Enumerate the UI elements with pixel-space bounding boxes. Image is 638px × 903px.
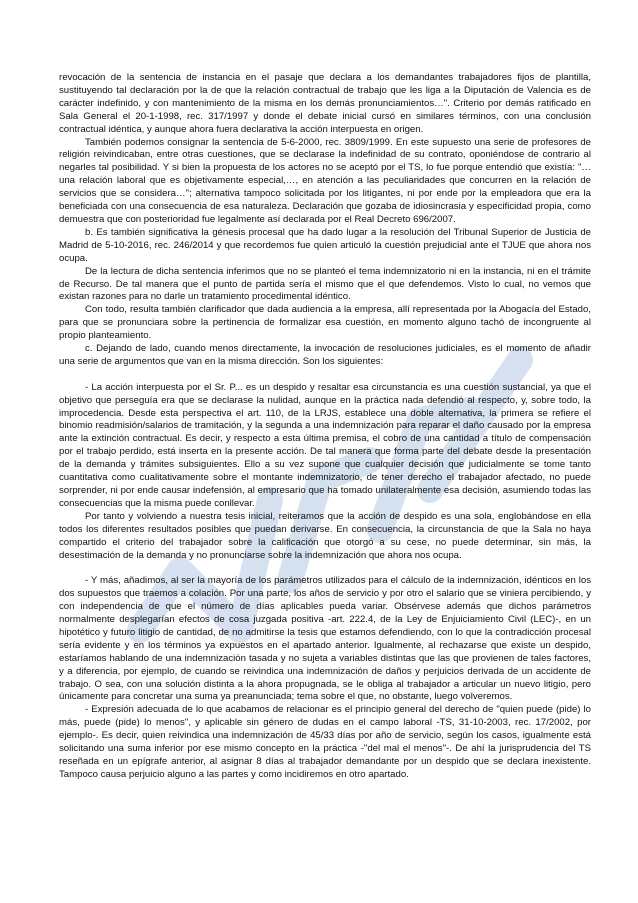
paragraph-10: - Expresión adecuada de lo que acabamos de relacionar es el principio general del derecho de "quien puede (pide) lo más, puede (pide) lo menos", y aplicable sin género de dudas en el campo laboral -TS, 31-10-2003, rec. 17/2002, por ejemplo-. Es decir, quien reivindica una indemnización de 45/33 días por año de servicio, según los casos, igualmente está solicitando una suma inferior por ese mismo concepto en la práctica -"del mal el menos"-. De ahí la jurisprudencia del TS reseñada en un epígrafe anterior, al asignar 8 días al trabajador demandante por un despido que se declara inexistente. Tampoco causa perjuicio alguno a las partes y como incidiremos en otro apartado.: [59, 704, 591, 780]
paragraph-8: Por tanto y volviendo a nuestra tesis inicial, reiteramos que la acción de despido es una sola, englobándose en ella todos los diferentes resultados posibles que puedan derivarse. En consecuencia, la circunstancia de que la Sala no haya compartido el criterio del trabajador sobre la calificación que otorgó a su cese, no puede determinar, sin más, la desestimación de la demanda y no pronunciarse sobre la indemnización que ahora nos ocupa.: [59, 510, 591, 561]
paragraph-3: b. Es también significativa la génesis procesal que ha dado lugar a la resolución del Tribunal Superior de Justicia de Madrid de 5-10-2016, rec. 246/2014 y que recordemos fue quien articuló la cuestión prejudicial ante el TJUE que ahora nos ocupa.: [59, 226, 591, 264]
paragraph-7: - La acción interpuesta por el Sr. P... es un despido y resaltar esa circunstancia es una cuestión sustancial, ya que el objetivo que perseguía era que se declarase la nulidad, aunque en la práctica nada defendió al respecto, y, sobre todo, la improcedencia. Desde esta perspectiva el art. 110, de la LRJS, establece una doble alternativa, la primera se refiere el binomio readmisión/salarios de tramitación, y la segunda a una indemnización para reparar el daño causado por la empresa ante la extinción contractual. Es decir, y respecto a esta última premisa, el cobro de una cantidad a título de compensación por el trabajo perdido, está inserta en la presente acción. De tal manera que forma parte del debate desde la presentación de la demanda y trámites subsiguientes. Ello a su vez supone que cualquier decisión que judicialmente se tome tanto cuantitativa como cualitativamente sobre el montante indemnizatorio, de tener derecho el trabajador afectado, no puede sorprender, ni por ende causar indefensión, al empresario que ha tomado unilateralmente esa decisión, asumiendo todas las consecuencias que la misma puede conllevar.: [59, 381, 591, 509]
paragraph-2: También podemos consignar la sentencia de 5-6-2000, rec. 3809/1999. En este supuesto una serie de profesores de religión reivindicaban, entre otras cuestiones, que se declarase la indefinidad de su contrato, oponiéndose de contrario al negarles tal posibilidad. Y si bien la propuesta de los actores no se aceptó por el TS, lo fue porque entendió que existía: "…una relación laboral que es objetivamente especial,…, en atención a las peculiaridades que concurren en la relación de servicios que se considera…"; alternativa tampoco solicitada por los litigantes, ni por ende por la empleadora que era la beneficiada con una consecuencia de esa naturaleza. Declaración que gozaba de idiosincrasia y especificidad propia, como demuestra que con posterioridad fue legalmente así declarada por el Real Decreto 696/2007.: [59, 136, 591, 225]
paragraph-1: revocación de la sentencia de instancia en el pasaje que declara a los demandantes trabajadores fijos de plantilla, sustituyendo tal declaración por la de que la relación contractual de trabajo que les liga a la Diputación de Valencia es de carácter indefinido, y con mantenimiento de la misma en los demás pronunciamientos…". Criterio por demás ratificado en Sala General el 20-1-1998, rec. 317/1997 y donde el debate inicial cursó en similares términos, con una conclusión contractual idéntica, y aunque ahora fuera declarativa la acción interpuesta en origen.: [59, 72, 591, 135]
document-body: [59, 72, 591, 782]
paragraph-9: - Y más, añadimos, al ser la mayoría de los parámetros utilizados para el cálculo de la indemnización, idénticos en los dos supuestos que traemos a colación. Por una parte, los años de servicio y por otro el salario que se viniera percibiendo, y con independencia de que el número de días aplicables pueda variar. Obsérvese además que dichos parámetros normalmente desplegarían efectos de cosa juzgada positiva -art. 222.4, de la Ley de Enjuiciamiento Civil (LEC)-, en un hipotético y futuro litigio de cantidad, de no admitirse la tesis que estamos defendiendo, con lo que la contradicción procesal sería evidente y en los términos ya expuestos en el apartado anterior. Igualmente, al rechazarse que existe un despido, estaríamos hablando de una indemnización tasada y no sujeta a variables distintas que las que provienen de tales factores, y a diferencia, por ejemplo, de cuando se reivindica una indemnización de daños y perjuicios derivada de un accidente de trabajo. O sea, con una solución distinta a la ahora propugnada, se le obliga al trabajador a articular un nuevo litigio, pero únicamente para concretar una suma ya preanunciada; tema sobre el que, no obstante, luego volveremos.: [59, 575, 591, 703]
paragraph-4: De la lectura de dicha sentencia inferimos que no se planteó el tema indemnizatorio ni en la instancia, ni en el trámite de Recurso. De tal manera que el punto de partida sería el mismo que el que defendemos. Visto lo cual, no vemos que existan razones para no darle un tratamiento procedimental idéntico.: [59, 265, 591, 303]
paragraph-6: c. Dejando de lado, cuando menos directamente, la invocación de resoluciones judiciales, es el momento de añadir una serie de argumentos que van en la misma dirección. Son los siguientes:: [59, 343, 591, 367]
paragraph-5: Con todo, resulta también clarificador que dada audiencia a la empresa, allí representada por la Abogacía del Estado, para que se pronunciara sobre la pertinencia de formalizar esa cuestión, en momento alguno tachó de incongruente al propio planteamiento.: [59, 304, 591, 342]
